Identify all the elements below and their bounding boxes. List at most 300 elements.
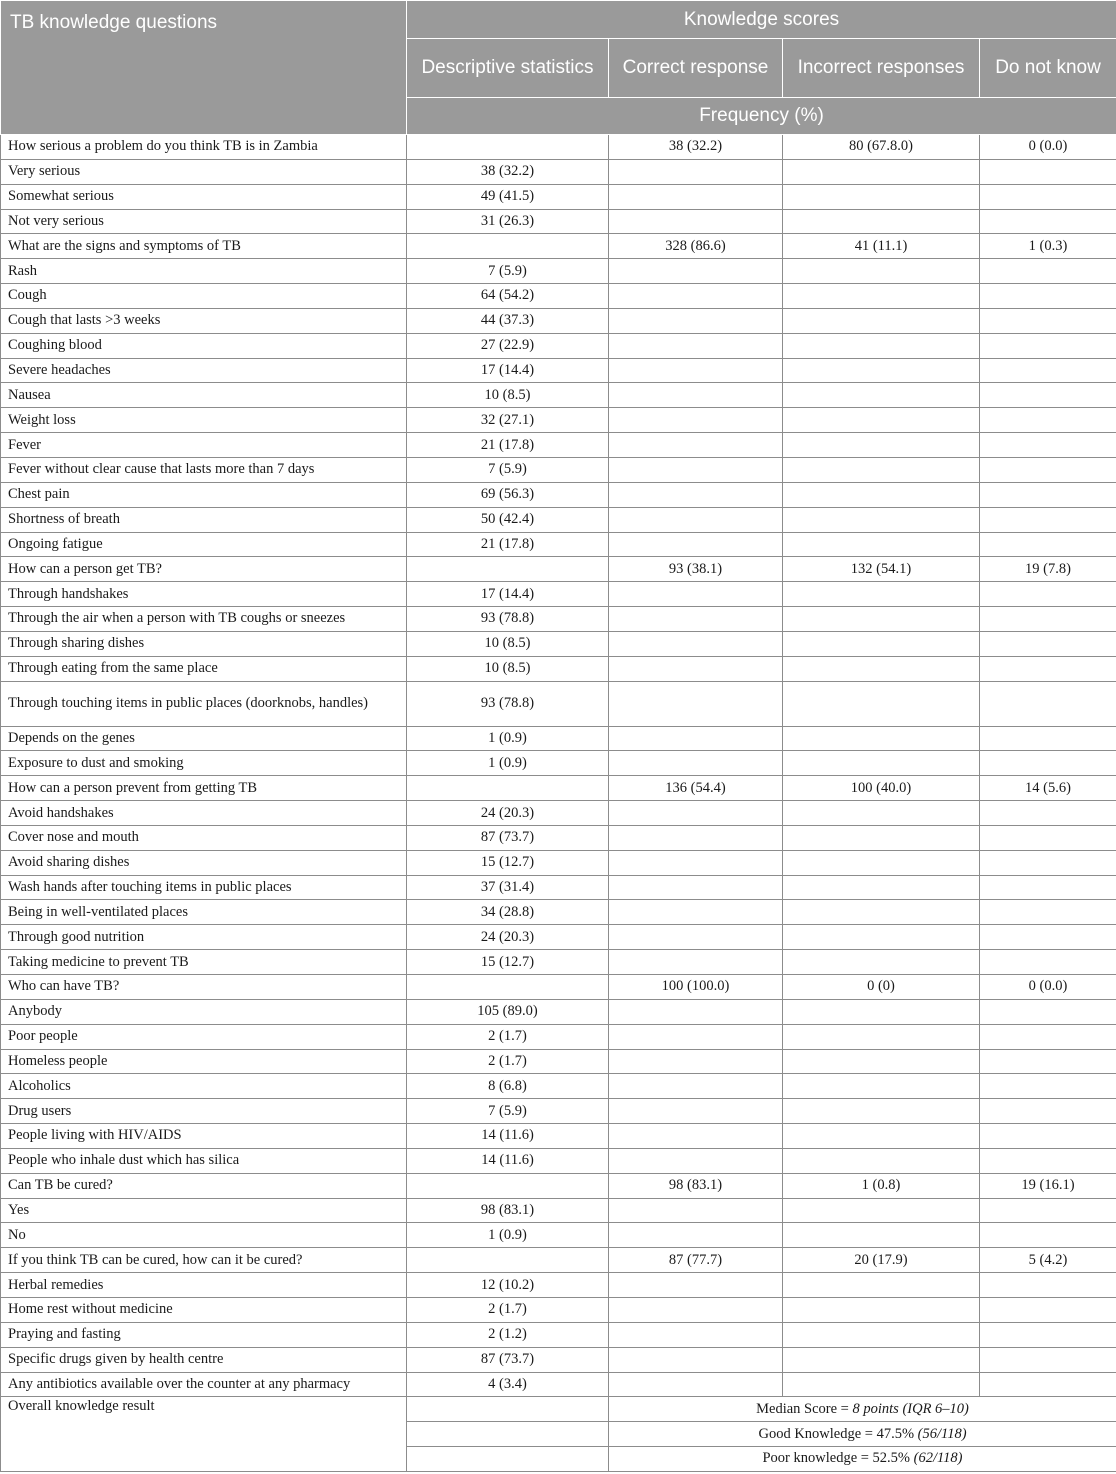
correct-cell — [609, 1074, 783, 1099]
do-not-know-cell: 0 (0.0) — [980, 135, 1116, 160]
poor-knowledge-label: Poor knowledge = 52.5% — [762, 1450, 914, 1467]
descriptive-cell: 10 (8.5) — [407, 631, 609, 656]
table-row — [1, 259, 1116, 284]
correct-cell — [609, 383, 783, 408]
descriptive-cell: 12 (10.2) — [407, 1273, 609, 1298]
table-row — [1, 457, 1116, 482]
question-cell: Anybody — [1, 999, 407, 1024]
correct-cell — [609, 631, 783, 656]
question-cell: Avoid sharing dishes — [1, 850, 407, 875]
incorrect-cell — [783, 950, 980, 975]
overall-result-section — [1, 1397, 1116, 1472]
table-row — [1, 1347, 1116, 1372]
descriptive-cell: 93 (78.8) — [407, 607, 609, 632]
question-cell: Home rest without medicine — [1, 1297, 407, 1322]
correct-cell — [609, 209, 783, 234]
do-not-know-cell — [980, 209, 1116, 234]
do-not-know-cell — [980, 1198, 1116, 1223]
table-row — [1, 1049, 1116, 1074]
correct-cell — [609, 457, 783, 482]
descriptive-cell: 38 (32.2) — [407, 159, 609, 184]
do-not-know-cell — [980, 607, 1116, 632]
correct-cell — [609, 1297, 783, 1322]
table-row — [1, 1173, 1116, 1198]
correct-cell — [609, 532, 783, 557]
question-cell: Coughing blood — [1, 333, 407, 358]
incorrect-cell: 41 (11.1) — [783, 234, 980, 259]
do-not-know-cell — [980, 1049, 1116, 1074]
question-cell: Chest pain — [1, 482, 407, 507]
incorrect-cell — [783, 1347, 980, 1372]
table-row — [1, 631, 1116, 656]
incorrect-cell — [783, 801, 980, 826]
incorrect-cell — [783, 1223, 980, 1248]
table-row — [1, 1322, 1116, 1347]
do-not-know-cell — [980, 726, 1116, 751]
descriptive-cell — [407, 776, 609, 801]
incorrect-cell — [783, 1322, 980, 1347]
table-row — [1, 482, 1116, 507]
incorrect-cell — [783, 850, 980, 875]
do-not-know-cell — [980, 159, 1116, 184]
incorrect-cell — [783, 1273, 980, 1298]
incorrect-cell — [783, 681, 980, 726]
do-not-know-cell: 19 (16.1) — [980, 1173, 1116, 1198]
incorrect-cell — [783, 457, 980, 482]
table-header — [1, 1, 1116, 135]
descriptive-cell — [407, 135, 609, 160]
incorrect-cell — [783, 159, 980, 184]
descriptive-cell: 24 (20.3) — [407, 925, 609, 950]
descriptive-cell: 15 (12.7) — [407, 950, 609, 975]
table-row — [1, 1198, 1116, 1223]
question-cell: How serious a problem do you think TB is in Zambia — [1, 135, 407, 160]
descriptive-cell: 7 (5.9) — [407, 259, 609, 284]
correct-cell — [609, 1223, 783, 1248]
descriptive-cell: 44 (37.3) — [407, 308, 609, 333]
question-cell: Homeless people — [1, 1049, 407, 1074]
correct-cell — [609, 358, 783, 383]
table-row — [1, 209, 1116, 234]
descriptive-cell: 49 (41.5) — [407, 184, 609, 209]
correct-cell — [609, 259, 783, 284]
correct-cell — [609, 1273, 783, 1298]
table-row — [1, 507, 1116, 532]
correct-cell — [609, 726, 783, 751]
table-row — [1, 408, 1116, 433]
question-cell: If you think TB can be cured, how can it be cured? — [1, 1248, 407, 1273]
incorrect-cell — [783, 408, 980, 433]
descriptive-statistics-header: Descriptive statistics — [407, 39, 609, 98]
correct-cell: 93 (38.1) — [609, 557, 783, 582]
table-row — [1, 900, 1116, 925]
do-not-know-cell: 5 (4.2) — [980, 1248, 1116, 1273]
table-row — [1, 159, 1116, 184]
do-not-know-cell — [980, 1099, 1116, 1124]
question-cell: Nausea — [1, 383, 407, 408]
incorrect-cell — [783, 209, 980, 234]
question-cell: Fever — [1, 433, 407, 458]
do-not-know-cell: 19 (7.8) — [980, 557, 1116, 582]
descriptive-cell: 2 (1.7) — [407, 1049, 609, 1074]
correct-cell — [609, 1124, 783, 1149]
do-not-know-cell — [980, 1124, 1116, 1149]
do-not-know-cell: 14 (5.6) — [980, 776, 1116, 801]
incorrect-cell — [783, 1024, 980, 1049]
table-row — [1, 1248, 1116, 1273]
incorrect-cell — [783, 1198, 980, 1223]
incorrect-cell — [783, 1049, 980, 1074]
descriptive-cell — [407, 975, 609, 1000]
correct-cell — [609, 507, 783, 532]
incorrect-cell: 100 (40.0) — [783, 776, 980, 801]
descriptive-cell: 8 (6.8) — [407, 1074, 609, 1099]
do-not-know-cell — [980, 184, 1116, 209]
incorrect-cell — [783, 607, 980, 632]
question-cell: Somewhat serious — [1, 184, 407, 209]
question-cell: Any antibiotics available over the counter at any pharmacy — [1, 1372, 407, 1397]
do-not-know-cell — [980, 284, 1116, 309]
correct-cell — [609, 925, 783, 950]
question-cell: Depends on the genes — [1, 726, 407, 751]
incorrect-cell — [783, 1148, 980, 1173]
correct-cell — [609, 482, 783, 507]
correct-cell — [609, 159, 783, 184]
correct-cell — [609, 900, 783, 925]
correct-cell — [609, 825, 783, 850]
table-row — [1, 308, 1116, 333]
table-row — [1, 234, 1116, 259]
descriptive-cell: 105 (89.0) — [407, 999, 609, 1024]
good-knowledge-cell — [609, 1422, 1116, 1447]
descriptive-cell: 24 (20.3) — [407, 801, 609, 826]
table-row — [1, 333, 1116, 358]
knowledge-scores-header: Knowledge scores — [407, 1, 1116, 39]
do-not-know-cell — [980, 681, 1116, 726]
question-cell: What are the signs and symptoms of TB — [1, 234, 407, 259]
descriptive-cell: 69 (56.3) — [407, 482, 609, 507]
table-row — [1, 999, 1116, 1024]
do-not-know-cell — [980, 1372, 1116, 1397]
descriptive-cell: 14 (11.6) — [407, 1124, 609, 1149]
table-row — [1, 1297, 1116, 1322]
correct-response-header: Correct response — [609, 39, 783, 98]
question-cell: Who can have TB? — [1, 975, 407, 1000]
descriptive-cell: 31 (26.3) — [407, 209, 609, 234]
median-score-value: 8 points (IQR 6–10) — [852, 1400, 969, 1417]
question-cell: Ongoing fatigue — [1, 532, 407, 557]
question-cell: Through the air when a person with TB coughs or sneezes — [1, 607, 407, 632]
do-not-know-cell — [980, 1347, 1116, 1372]
table-row — [1, 383, 1116, 408]
incorrect-cell — [783, 999, 980, 1024]
question-cell: Shortness of breath — [1, 507, 407, 532]
table-row — [1, 925, 1116, 950]
correct-cell — [609, 333, 783, 358]
descriptive-cell: 15 (12.7) — [407, 850, 609, 875]
do-not-know-cell — [980, 408, 1116, 433]
correct-cell — [609, 582, 783, 607]
incorrect-cell — [783, 308, 980, 333]
incorrect-cell — [783, 656, 980, 681]
incorrect-cell — [783, 507, 980, 532]
do-not-know-cell — [980, 950, 1116, 975]
question-cell: Wash hands after touching items in public places — [1, 875, 407, 900]
incorrect-cell — [783, 284, 980, 309]
poor-knowledge-value: (62/118) — [913, 1450, 963, 1467]
correct-cell: 87 (77.7) — [609, 1248, 783, 1273]
do-not-know-cell — [980, 433, 1116, 458]
incorrect-cell — [783, 1124, 980, 1149]
incorrect-cell — [783, 1297, 980, 1322]
correct-cell — [609, 656, 783, 681]
question-cell: People living with HIV/AIDS — [1, 1124, 407, 1149]
table-row — [1, 751, 1116, 776]
table-row — [1, 1124, 1116, 1149]
question-cell: Avoid handshakes — [1, 801, 407, 826]
question-cell: Not very serious — [1, 209, 407, 234]
incorrect-cell — [783, 333, 980, 358]
correct-cell — [609, 1049, 783, 1074]
do-not-know-cell — [980, 631, 1116, 656]
descriptive-cell: 21 (17.8) — [407, 433, 609, 458]
table-row — [1, 1223, 1116, 1248]
correct-cell — [609, 1024, 783, 1049]
table-row — [1, 557, 1116, 582]
correct-cell: 38 (32.2) — [609, 135, 783, 160]
correct-cell: 136 (54.4) — [609, 776, 783, 801]
question-cell: How can a person get TB? — [1, 557, 407, 582]
question-cell: Through handshakes — [1, 582, 407, 607]
descriptive-cell: 93 (78.8) — [407, 681, 609, 726]
descriptive-cell: 7 (5.9) — [407, 1099, 609, 1124]
table-row — [1, 950, 1116, 975]
table-row — [1, 1372, 1116, 1397]
correct-cell — [609, 408, 783, 433]
table-row — [1, 582, 1116, 607]
table-row — [1, 1148, 1116, 1173]
descriptive-cell: 1 (0.9) — [407, 1223, 609, 1248]
incorrect-cell — [783, 259, 980, 284]
do-not-know-cell — [980, 308, 1116, 333]
table-cell — [407, 1422, 609, 1447]
incorrect-cell — [783, 1372, 980, 1397]
table-row — [1, 776, 1116, 801]
question-cell: Specific drugs given by health centre — [1, 1347, 407, 1372]
table-row — [1, 135, 1116, 160]
descriptive-cell: 34 (28.8) — [407, 900, 609, 925]
incorrect-cell — [783, 631, 980, 656]
table-row — [1, 358, 1116, 383]
question-cell: Praying and fasting — [1, 1322, 407, 1347]
incorrect-cell — [783, 582, 980, 607]
table-row — [1, 532, 1116, 557]
incorrect-cell: 80 (67.8.0) — [783, 135, 980, 160]
question-cell: Can TB be cured? — [1, 1173, 407, 1198]
table-row — [1, 1099, 1116, 1124]
incorrect-responses-header: Incorrect responses — [783, 39, 980, 98]
overall-result-label: Overall knowledge result — [1, 1397, 407, 1472]
question-cell: Very serious — [1, 159, 407, 184]
correct-cell — [609, 681, 783, 726]
do-not-know-cell — [980, 751, 1116, 776]
correct-cell — [609, 875, 783, 900]
do-not-know-cell — [980, 1024, 1116, 1049]
descriptive-cell: 17 (14.4) — [407, 582, 609, 607]
incorrect-cell — [783, 1074, 980, 1099]
do-not-know-cell: 0 (0.0) — [980, 975, 1116, 1000]
table-row — [1, 433, 1116, 458]
table-row — [1, 726, 1116, 751]
incorrect-cell — [783, 925, 980, 950]
incorrect-cell — [783, 875, 980, 900]
correct-cell — [609, 433, 783, 458]
table-row — [1, 1074, 1116, 1099]
table-row — [1, 607, 1116, 632]
do-not-know-cell — [980, 507, 1116, 532]
frequency-header: Frequency (%) — [407, 98, 1116, 135]
incorrect-cell — [783, 900, 980, 925]
question-cell: Through eating from the same place — [1, 656, 407, 681]
descriptive-cell — [407, 1248, 609, 1273]
table-row — [1, 850, 1116, 875]
good-knowledge-value: (56/118) — [917, 1425, 967, 1442]
question-cell: Fever without clear cause that lasts more than 7 days — [1, 457, 407, 482]
descriptive-cell: 2 (1.2) — [407, 1322, 609, 1347]
good-knowledge-label: Good Knowledge = 47.5% — [758, 1425, 918, 1442]
descriptive-cell: 32 (27.1) — [407, 408, 609, 433]
correct-cell — [609, 284, 783, 309]
table-row — [1, 875, 1116, 900]
do-not-know-cell — [980, 825, 1116, 850]
correct-cell — [609, 1198, 783, 1223]
descriptive-cell: 4 (3.4) — [407, 1372, 609, 1397]
correct-cell — [609, 308, 783, 333]
question-cell: Cover nose and mouth — [1, 825, 407, 850]
do-not-know-cell — [980, 358, 1116, 383]
do-not-know-cell — [980, 532, 1116, 557]
descriptive-cell — [407, 557, 609, 582]
table-row — [1, 1024, 1116, 1049]
descriptive-cell: 27 (22.9) — [407, 333, 609, 358]
descriptive-cell: 7 (5.9) — [407, 457, 609, 482]
table-row — [1, 184, 1116, 209]
do-not-know-cell — [980, 482, 1116, 507]
descriptive-cell: 1 (0.9) — [407, 751, 609, 776]
correct-cell: 98 (83.1) — [609, 1173, 783, 1198]
incorrect-cell — [783, 726, 980, 751]
correct-cell — [609, 850, 783, 875]
descriptive-cell — [407, 234, 609, 259]
correct-cell — [609, 751, 783, 776]
descriptive-cell: 64 (54.2) — [407, 284, 609, 309]
question-cell: Drug users — [1, 1099, 407, 1124]
median-score-label: Median Score = — [756, 1400, 853, 1417]
do-not-know-cell — [980, 875, 1116, 900]
incorrect-cell: 132 (54.1) — [783, 557, 980, 582]
do-not-know-cell — [980, 333, 1116, 358]
question-cell: Poor people — [1, 1024, 407, 1049]
incorrect-cell — [783, 383, 980, 408]
descriptive-cell: 2 (1.7) — [407, 1024, 609, 1049]
correct-cell — [609, 950, 783, 975]
table-row — [1, 681, 1116, 726]
table-row — [1, 656, 1116, 681]
table-body — [1, 135, 1116, 1397]
incorrect-cell — [783, 825, 980, 850]
table-cell — [407, 1447, 609, 1472]
do-not-know-cell — [980, 801, 1116, 826]
table-cell — [407, 1397, 609, 1422]
question-cell: No — [1, 1223, 407, 1248]
do-not-know-cell — [980, 900, 1116, 925]
question-cell: Severe headaches — [1, 358, 407, 383]
correct-cell: 328 (86.6) — [609, 234, 783, 259]
question-cell: Through touching items in public places (doorknobs, handles) — [1, 681, 407, 726]
descriptive-cell: 21 (17.8) — [407, 532, 609, 557]
incorrect-cell — [783, 1099, 980, 1124]
correct-cell — [609, 801, 783, 826]
descriptive-cell: 1 (0.9) — [407, 726, 609, 751]
table-row — [1, 825, 1116, 850]
do-not-know-cell — [980, 457, 1116, 482]
incorrect-cell — [783, 358, 980, 383]
question-cell: Through good nutrition — [1, 925, 407, 950]
do-not-know-cell — [980, 582, 1116, 607]
question-cell: People who inhale dust which has silica — [1, 1148, 407, 1173]
do-not-know-cell — [980, 1074, 1116, 1099]
incorrect-cell — [783, 482, 980, 507]
do-not-know-cell: 1 (0.3) — [980, 234, 1116, 259]
do-not-know-cell — [980, 999, 1116, 1024]
incorrect-cell — [783, 751, 980, 776]
question-cell: How can a person prevent from getting TB — [1, 776, 407, 801]
question-column-header: TB knowledge questions — [1, 1, 407, 135]
correct-cell: 100 (100.0) — [609, 975, 783, 1000]
descriptive-cell: 98 (83.1) — [407, 1198, 609, 1223]
descriptive-cell: 17 (14.4) — [407, 358, 609, 383]
question-cell: Weight loss — [1, 408, 407, 433]
table-row — [1, 1273, 1116, 1298]
do-not-know-cell — [980, 1223, 1116, 1248]
do-not-know-cell — [980, 383, 1116, 408]
correct-cell — [609, 1372, 783, 1397]
descriptive-cell: 10 (8.5) — [407, 656, 609, 681]
do-not-know-cell — [980, 1273, 1116, 1298]
do-not-know-cell — [980, 1148, 1116, 1173]
descriptive-cell: 10 (8.5) — [407, 383, 609, 408]
incorrect-cell — [783, 433, 980, 458]
correct-cell — [609, 607, 783, 632]
correct-cell — [609, 1099, 783, 1124]
descriptive-cell — [407, 1173, 609, 1198]
descriptive-cell: 87 (73.7) — [407, 825, 609, 850]
median-score-cell — [609, 1397, 1116, 1422]
question-cell: Alcoholics — [1, 1074, 407, 1099]
descriptive-cell: 87 (73.7) — [407, 1347, 609, 1372]
do-not-know-cell — [980, 850, 1116, 875]
question-cell: Herbal remedies — [1, 1273, 407, 1298]
descriptive-cell: 14 (11.6) — [407, 1148, 609, 1173]
question-cell: Being in well-ventilated places — [1, 900, 407, 925]
do-not-know-header: Do not know — [980, 39, 1116, 98]
correct-cell — [609, 1322, 783, 1347]
correct-cell — [609, 999, 783, 1024]
question-cell: Rash — [1, 259, 407, 284]
descriptive-cell: 50 (42.4) — [407, 507, 609, 532]
do-not-know-cell — [980, 1322, 1116, 1347]
question-cell: Exposure to dust and smoking — [1, 751, 407, 776]
